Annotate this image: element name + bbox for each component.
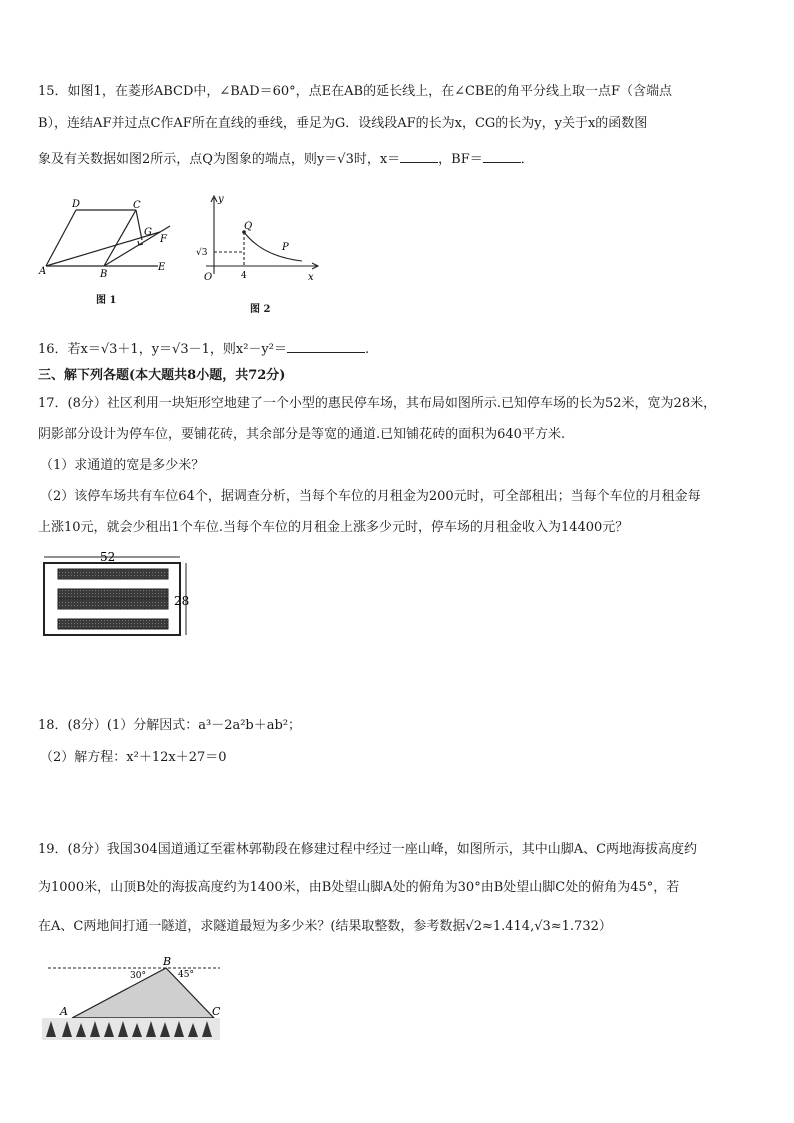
fig2-label-p: P — [282, 242, 289, 253]
q15-answer-blank-bf — [483, 148, 521, 163]
q15-answer-blank-x — [400, 148, 438, 163]
parking-stall-bottom — [58, 619, 168, 629]
fig1-label-g: G — [144, 227, 152, 238]
fig2-label-y: y — [218, 194, 224, 205]
fig1-label-b: B — [100, 269, 108, 278]
fig1-edge-ad — [46, 210, 76, 266]
q15-line-3-text: 象及有关数据如图2所示，点Q为图象的端点，则 — [38, 152, 317, 167]
q17-part-2-line-1: （2）该停车场共有车位64个，据调查分析，当每个车位的月租金为200元时，可全部租出；当每个车位的月租金每 — [40, 489, 701, 504]
dimension-label-52: 52 — [100, 551, 116, 564]
q19-line-3: 在A、C两地间打通一隧道，求隧道最短为多少米？(结果取整数，参考数据√2≈1.414,√3≈1.732） — [38, 919, 612, 934]
q15-line-1: 15．如图1，在菱形ABCD中，∠BAD＝60°，点E在AB的延长线上，在∠CBE的角平分线上取一点F（含端点 — [38, 84, 672, 99]
fig2-label-o: O — [204, 272, 213, 283]
q17-part-2-line-2: 上涨10元，就会少租出1个车位.当每个车位的月租金上涨多少元时，停车场的月租金收入为14400元？ — [38, 520, 629, 535]
dimension-label-28: 28 — [174, 594, 190, 608]
q15-bf-label: ，BF＝ — [438, 152, 483, 167]
fig1-label-a: A — [39, 266, 47, 277]
fig2-curve — [244, 232, 302, 261]
fig1-label-c: C — [133, 200, 141, 211]
fig2-label-x: x — [308, 272, 314, 283]
parking-stall-middle-1 — [58, 589, 168, 599]
q17-line-2: 阴影部分设计为停车位，要铺花砖，其余部分是等宽的通道.已知铺花砖的面积为640平方米. — [38, 427, 566, 442]
q18-line-1: 18．(8分）(1）分解因式：a³－2a²b＋ab²； — [38, 718, 302, 733]
q15-figure-2 — [196, 192, 322, 288]
q16-expression: x＝√3＋1，y＝√3－1，则x²－y²＝ — [80, 342, 287, 357]
q16-line — [38, 338, 369, 360]
fig1-label-f: F — [160, 234, 167, 245]
q16-answer-blank — [287, 338, 365, 353]
q17-line-1: 17．(8分）社区利用一块矩形空地建了一个小型的惠民停车场，其布局如图所示.已知停车场的长为52米，宽为28米， — [38, 396, 717, 411]
fig1-edge-cb — [104, 210, 136, 266]
q17-parking-figure — [38, 551, 198, 639]
q19-line-1: 19．(8分）我国304国道通辽至霍林郭勒段在修建过程中经过一座山峰，如图所示，其中山脚A、C两地海拔高度约 — [38, 842, 698, 857]
q19-mountain-figure — [38, 955, 224, 1045]
angle-label-30: 30° — [130, 971, 146, 981]
q15-figure-1-caption: 图 1 — [96, 295, 117, 306]
q15-figure-1 — [36, 198, 176, 278]
q15-period: ． — [520, 152, 534, 167]
q18-line-2: （2）解方程：x²＋12x＋27＝0 — [40, 750, 227, 765]
q15-line-2: B），连结AF并过点C作AF所在直线的垂线，垂足为G．设线段AF的长为x，CG的长为y，y关于x的函数图 — [38, 116, 648, 131]
q15-condition: y＝√3时，x＝ — [316, 152, 401, 167]
parking-stall-middle-2 — [58, 599, 168, 609]
q16-period: . — [364, 342, 370, 357]
fig1-label-d: D — [72, 199, 81, 210]
fig1-label-e: E — [158, 262, 166, 273]
fig1-segment-af — [46, 232, 160, 266]
q19-line-2: 为1000米，山顶B处的海拔高度约为1400米，由B处望山脚A处的俯角为30°由B处望山脚C处的俯角为45°，若 — [38, 880, 680, 895]
fig2-label-q: Q — [244, 221, 253, 232]
parking-stall-top — [58, 569, 168, 579]
mountain-label-c: C — [212, 1005, 221, 1018]
section-3-heading: 三、解下列各题(本大题共8小题，共72分) — [38, 368, 286, 383]
fig1-perpendicular-cg — [136, 210, 142, 240]
mountain-label-a: A — [60, 1005, 68, 1018]
q15-figure-2-caption: 图 2 — [250, 304, 271, 315]
q17-part-1: （1）求通道的宽是多少米？ — [40, 458, 205, 473]
fig2-label-4: 4 — [241, 271, 247, 281]
mountain-label-b: B — [163, 955, 172, 968]
q16-label: 16．若 — [38, 342, 81, 357]
q15-line-3 — [38, 148, 534, 170]
angle-label-45: 45° — [178, 970, 194, 980]
fig2-label-sqrt3: √3 — [196, 248, 208, 258]
